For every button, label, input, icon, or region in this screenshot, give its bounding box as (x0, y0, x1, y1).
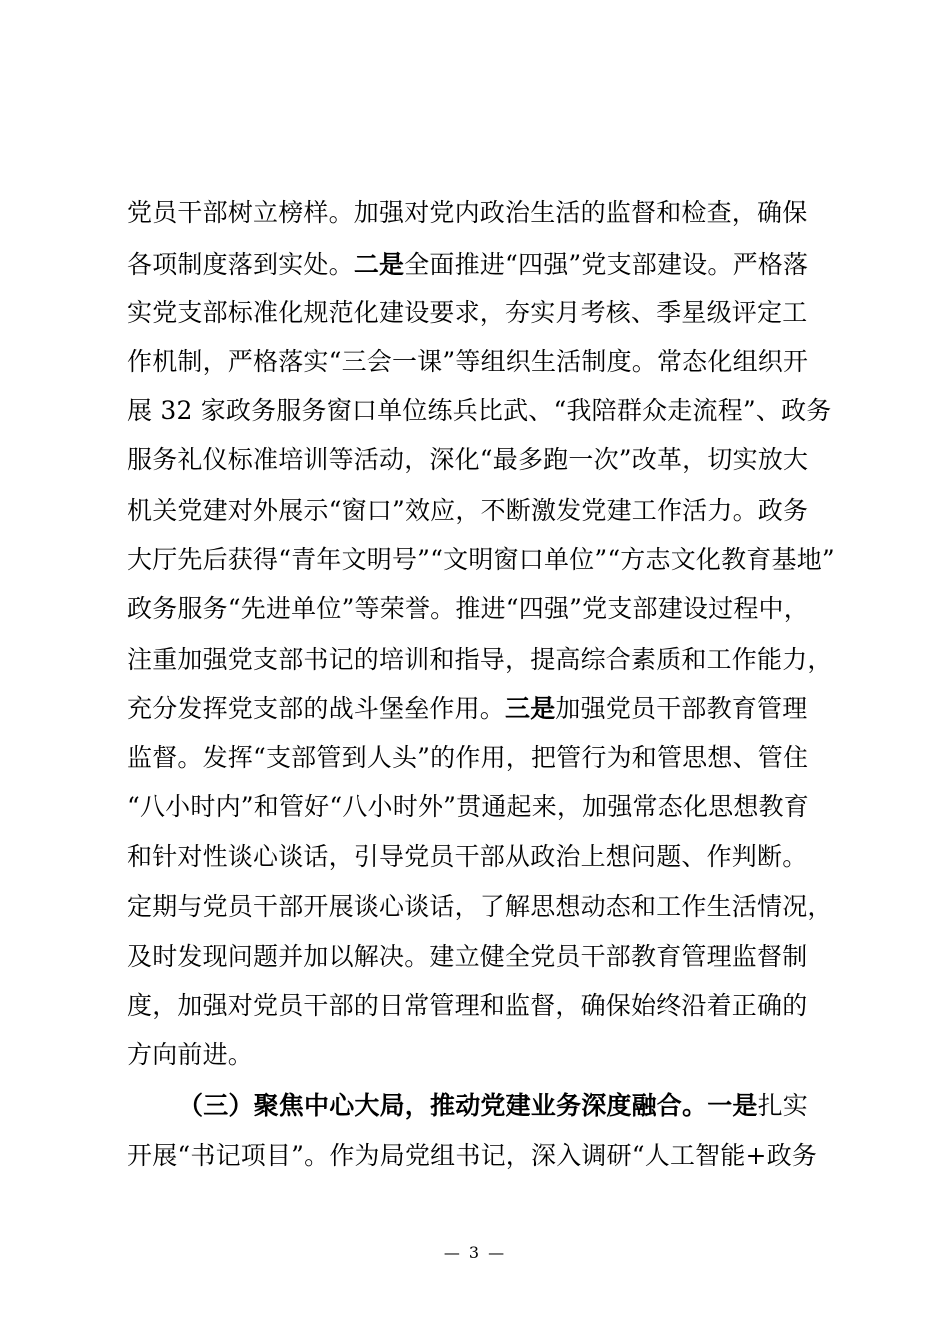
text-line-11 (127, 694, 807, 724)
page-number: — 3 — (443, 1243, 507, 1262)
text-line-6 (127, 445, 808, 475)
text-line-7 (127, 496, 808, 526)
text-segment: 展 32 家政务服务窗口单位练兵比武、“我陪群众走流程”、政务 (127, 396, 832, 425)
text-segment: 度，加强对党员干部的日常管理和监督，确保始终沿着正确的 (127, 991, 808, 1020)
text-line-9 (127, 594, 809, 624)
text-segment: 政务服务“先进单位”等荣誉。推进“四强”党支部建设过程中， (127, 594, 809, 623)
text-line-5 (127, 396, 831, 426)
text-line-14 (127, 842, 807, 872)
section-heading: （三）聚焦中心大局，推动党建业务深度融合。 (178, 1091, 708, 1120)
text-line-16 (127, 942, 807, 972)
text-segment: 扎实 (757, 1091, 809, 1120)
text-line-10 (127, 645, 833, 675)
text-segment: 大厅先后获得“青年文明号”“文明窗口单位”“方志文化教育基地” (127, 545, 835, 574)
text-segment: 各项制度落到实处。 (127, 250, 354, 279)
text-segment: 方向前进。 (127, 1040, 254, 1069)
text-line-4 (127, 347, 808, 377)
text-segment: 和针对性谈心谈话，引导党员干部从政治上想问题、作判断。 (127, 842, 808, 871)
text-segment: 注重加强党支部书记的培训和指导，提高综合素质和工作能力， (127, 645, 833, 674)
text-line-2 (127, 250, 808, 280)
text-segment: 实党支部标准化规范化建设要求，夯实月考核、季星级评定工 (127, 298, 808, 327)
section-heading-line (178, 1091, 808, 1121)
text-segment: 服务礼仪标准培训等活动，深化“最多跑一次”改革，切实放大 (127, 445, 809, 474)
text-segment: 全面推进“四强”党支部建设。严格落 (404, 250, 809, 279)
bold-lead: 一是 (707, 1091, 758, 1120)
text-line-17 (127, 991, 807, 1021)
text-segment: 机关党建对外展示“窗口”效应，不断激发党建工作活力。政务 (127, 496, 809, 525)
text-segment: 定期与党员干部开展谈心谈话，了解思想动态和工作生活情况， (127, 892, 833, 921)
text-segment: “八小时内”和管好“八小时外”贯通起来，加强常态化思想教育 (127, 792, 809, 821)
text-segment: 开展“书记项目”。作为局党组书记，深入调研“人工智能+政务 (127, 1141, 818, 1170)
text-segment: 加强党员干部教育管理 (555, 694, 808, 723)
bold-lead: 二是 (353, 250, 405, 279)
text-line-18 (127, 1040, 253, 1070)
text-segment: 党员干部树立榜样。加强对党内政治生活的监督和检查，确保 (127, 198, 808, 227)
text-line-8 (127, 545, 835, 575)
text-segment: 作机制，严格落实“三会一课”等组织生活制度。常态化组织开 (127, 347, 809, 376)
text-line-20 (127, 1141, 817, 1171)
text-line-12 (127, 743, 808, 773)
text-segment: 充分发挥党支部的战斗堡垒作用。 (127, 694, 506, 723)
text-line-3 (127, 298, 807, 328)
bold-lead: 三是 (505, 694, 556, 723)
text-line-15 (127, 892, 833, 922)
text-line-13 (127, 792, 809, 822)
text-segment: 及时发现问题并加以解决。建立健全党员干部教育管理监督制 (127, 942, 808, 971)
text-line-1 (127, 198, 807, 228)
text-segment: 监督。发挥“支部管到人头”的作用，把管行为和管思想、管住 (127, 743, 809, 772)
